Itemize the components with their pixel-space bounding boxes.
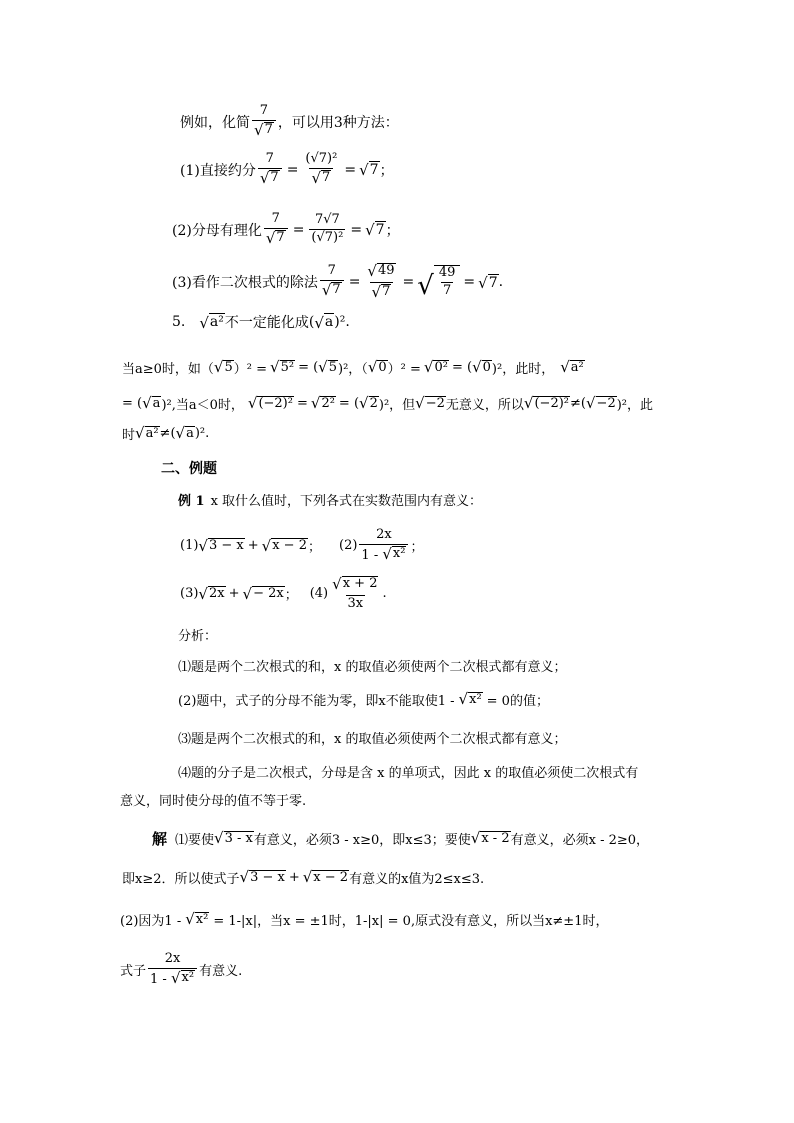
item-5-number: 5.	[172, 314, 186, 330]
solution-line-1: 解 ⑴要使 √ 3 - x 有意义，必须3 - x≥0，即x≤3；要使 √ x - 2 有意义，必须x - 2≥0，	[152, 829, 650, 848]
solution-label: 解	[152, 830, 168, 848]
example-1-label: 例 1	[178, 494, 205, 509]
fraction-7-over-root7: 7 √ 7	[258, 152, 282, 188]
example-intro-text: 例如，化简	[180, 114, 250, 131]
solution-line-2: 即x≥2．所以使式子 √ 3 − x + √ x − 2 有意义的x值为2≤x≤3.	[122, 868, 485, 887]
method-2-label: (2)分母有理化	[172, 222, 262, 239]
section-heading: 二、例题	[161, 461, 217, 477]
fraction-7-over-root7: 7 √ 7	[252, 104, 276, 140]
para-line-1: 当a≥0时，如（ √ 5 ）² = √ 5² = ( √ 5 )²，（ √ 0 ）² = √ 0² = ( √ 0 )²，此时， √ a²	[122, 358, 584, 377]
example-intro-tail: ，可以用3种方法：	[277, 114, 399, 131]
question-3-4-line: (3) √ 2x + √ − 2x ； (4) √ x + 2 3x .	[180, 574, 387, 611]
solution-line-3: (2)因为1 - √ x² = 1-|x|，当x = ±1时，1-|x| = 0,原式没有意义，所以当x≠±1时，	[120, 910, 609, 929]
analysis-heading: 分析：	[178, 629, 218, 644]
analysis-4a: ⑷题的分子是二次根式，分母是含 x 的单项式，因此 x 的取值必须使二次根式有	[178, 766, 639, 781]
fraction-root7sq-over-root7: (√7)² √ 7	[305, 151, 338, 187]
method-1-line: (1)直接约分 7 √ 7 = (√7)² √ 7 = √ 7 ；	[180, 151, 394, 187]
para-line-3: 时 √ a² ≠( √ a )².	[122, 424, 210, 443]
analysis-2: (2)题中，式子的分母不能为零，即x不能取使1 - √ x² = 0的值；	[178, 690, 549, 709]
method-3-label: (3)看作二次根式的除法	[172, 275, 318, 292]
analysis-1: ⑴题是两个二次根式的和，x 的取值必须使两个二次根式都有意义；	[178, 660, 567, 675]
question-1-2-line: (1) √ 3 − x + √ x − 2 ； (2) 2x 1 - √ x² ；	[180, 527, 424, 563]
para-line-2: = ( √ a )²,当a＜0时， √ (−2)² = √ 2² = ( √ 2 )²，但 √ −2 无意义，所以 √ (−2)² ≠( √ −2 )²，此	[122, 394, 654, 413]
method-2-line: (2)分母有理化 7 √ 7 = $\frac{7√7}{\text{(√7)²}}$ = √ 7 ；	[172, 211, 400, 247]
method-1-label: (1)直接约分	[180, 162, 256, 179]
example-intro-line	[180, 104, 399, 140]
analysis-4b: 意义，同时使分母的值不等于零.	[120, 794, 307, 809]
solution-line-4: 式子 2x 1 - √ x² 有意义.	[120, 951, 243, 987]
item-5-line: 5. √ a² 不一定能化成 ( √ a )².	[172, 313, 350, 332]
analysis-3: ⑶题是两个二次根式的和，x 的取值必须使两个二次根式都有意义；	[178, 732, 567, 747]
method-3-line: (3)看作二次根式的除法 7 √ 7 = √ 49 √ 7 = √ $\frac{49}{7}$ = √ 7 .	[172, 261, 504, 302]
example-1-line: 例 1 x 取什么值时，下列各式在实数范围内有意义：	[178, 490, 482, 509]
